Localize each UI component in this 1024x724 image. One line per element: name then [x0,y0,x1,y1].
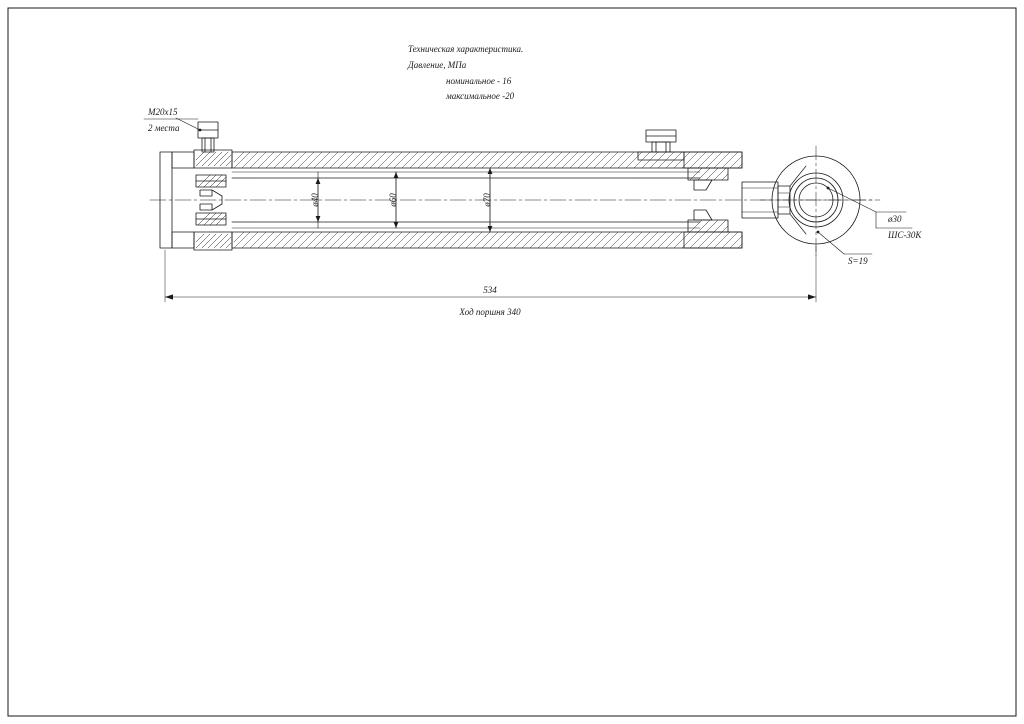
rear-wiper-lower [200,204,212,210]
front-bush-top [694,180,712,190]
front-port-flange [638,152,684,160]
thread-leader [176,118,200,130]
thread-note: 2 места [148,123,180,133]
rear-wiper-upper [200,190,212,196]
front-port-stem [652,142,670,152]
thread-callout: M20x15 [148,107,178,117]
spec-maximum: максимальное -20 [446,91,515,101]
bore-60-label: ø60 [388,193,398,207]
rear-cap-top [172,152,194,168]
wrench-leader [818,232,844,254]
front-bush-bottom [694,210,712,220]
rear-cap-bottom [172,232,194,248]
stroke-note-label: Ход поршня 340 [459,307,521,317]
rear-gland-bottom [194,232,232,250]
wrench-size-label: S=19 [848,256,868,266]
spec-nominal: номинальное - 16 [446,76,512,86]
bore-40-label: ø40 [310,193,320,207]
bearing-label: ШС-30К [888,230,922,240]
rear-gland-top [194,150,232,168]
barrel-hatching-bottom [234,232,742,248]
spec-pressure-label: Давление, МПа [408,60,467,70]
eye-bore-label: ø30 [888,214,902,224]
spec-title: Техническая характеристика. [408,44,524,54]
rear-hatching-top [196,152,231,166]
bore-70-label: ø70 [482,193,492,207]
overall-length-label: 534 [483,285,497,295]
rear-hatching-bottom [196,234,231,248]
